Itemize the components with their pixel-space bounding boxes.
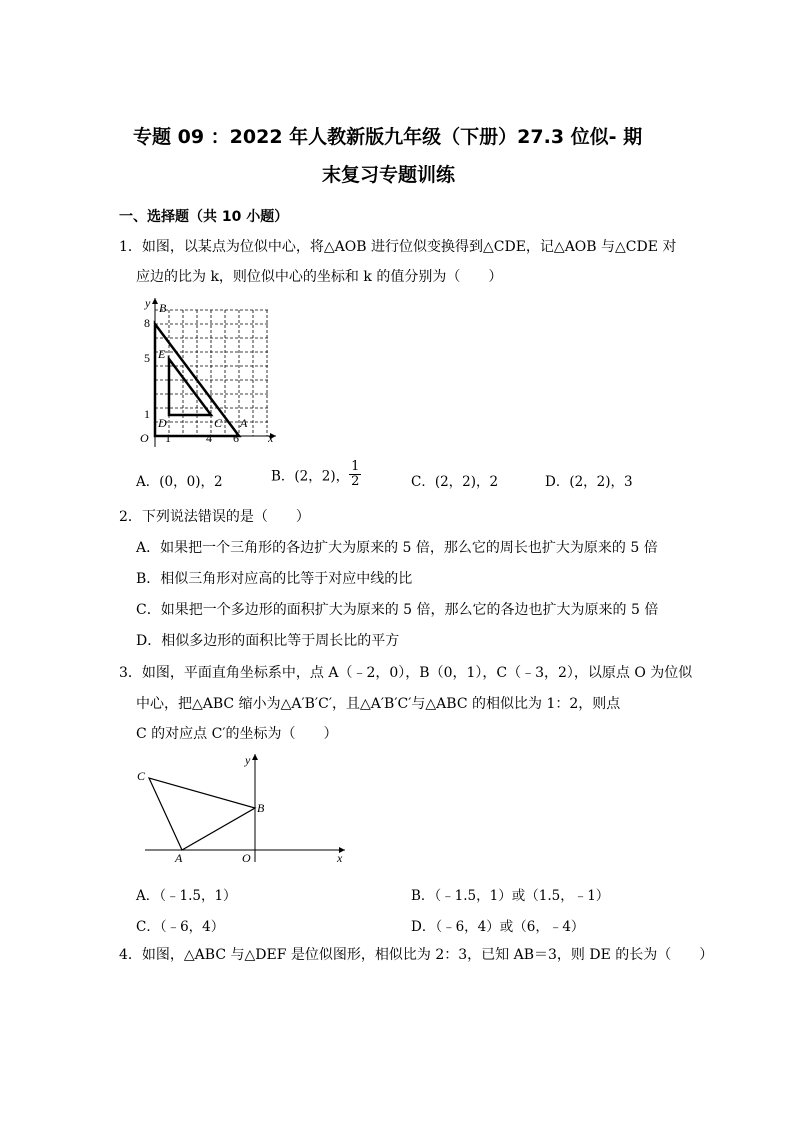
q1-option-b: [271, 460, 361, 489]
q1-option-c: C．(2，2)，2: [411, 474, 499, 490]
q3-stem-line2: 中心，把△ABC 缩小为△A′B′C′，且△A′B′C′与△ABC 的相似比为 1：2，则点: [136, 696, 621, 712]
q1-y-arrow: [152, 298, 158, 304]
q4-stem-line1: 4．如图，△ABC 与△DEF 是位似图形，相似比为 2：3，已知 AB＝3，则 DE 的长为（ ）: [119, 947, 714, 963]
q1-y-tick-5: 5: [144, 351, 150, 365]
q3-stem-line3: C 的对应点 C′的坐标为（ ）: [136, 726, 338, 742]
q3-point-B: B: [257, 801, 265, 815]
q1-point-B: B: [159, 301, 167, 315]
q3-point-A: A: [175, 851, 183, 865]
q1-option-d: D．(2，2)，3: [545, 474, 633, 490]
q1-point-E: E: [158, 347, 166, 361]
q1-y-tick-1: 1: [144, 407, 150, 421]
q3-axis-y-label: y: [245, 753, 251, 767]
q1-axis-x-label: x: [268, 431, 274, 445]
q2-stem: 2．下列说法错误的是（ ）: [119, 509, 310, 525]
q1-x-tick-6: 6: [233, 431, 239, 445]
fraction-denominator: 2: [351, 474, 360, 489]
q3-origin-label: O: [242, 851, 251, 865]
q1-option-b-prefix: B．(2，2)，: [271, 468, 350, 485]
q1-x-tick-1: 1: [165, 431, 171, 445]
q1-option-b-fraction: [349, 460, 361, 489]
q2-option-c: C．如果把一个多边形的面积扩大为原来的 5 倍，那么它的各边也扩大为原来的 5 倍: [136, 602, 659, 618]
q3-option-c: C．（﹣6，4）: [136, 919, 225, 935]
q2-option-a: A．如果把一个三角形的各边扩大为原来的 5 倍，那么它的周长也扩大为原来的 5 倍: [136, 540, 658, 556]
q3-y-arrow: [252, 754, 258, 760]
q3-option-b: B．（﹣1.5，1）或（1.5，﹣1）: [411, 888, 610, 904]
q1-x-tick-4: 4: [206, 431, 212, 445]
q1-point-C: C: [214, 416, 223, 430]
q1-point-A: A: [240, 416, 248, 430]
q3-axis-x-label: x: [337, 851, 343, 865]
q1-option-a: A．(0，0)，2: [136, 474, 223, 490]
q2-option-d: D．相似多边形的面积比等于周长比的平方: [136, 633, 400, 649]
q1-axis-y-label: y: [145, 296, 151, 310]
q2-option-b: B．相似三角形对应高的比等于对应中线的比: [136, 571, 413, 587]
q1-point-D: D: [158, 416, 167, 430]
section-heading: 一、选择题（共 10 小题）: [119, 209, 289, 225]
q1-origin-label: O: [140, 431, 149, 445]
q3-stem-line1: 3．如图，平面直角坐标系中，点 A（﹣2，0），B（0，1），C（﹣3，2），以原点 O 为位似: [119, 665, 693, 681]
page-title-line1: 专题 09 ：2022 年人教新版九年级（下册）27.3 位似- 期: [133, 126, 643, 148]
q3-option-d: D．（﹣6，4）或（6，﹣4）: [411, 919, 585, 935]
q3-triangle-ABC: [149, 778, 255, 850]
q3-option-a: A．（﹣1.5，1）: [136, 888, 237, 904]
q1-stem-line1: 1．如图，以某点为位似中心，将△AOB 进行位似变换得到△CDE，记△AOB 与△CDE 对: [119, 239, 677, 255]
fraction-numerator: 1: [351, 459, 360, 474]
page-title-line2: 末复习专题训练: [322, 164, 456, 186]
q3-point-C: C: [137, 769, 146, 783]
q1-grid: [155, 310, 270, 436]
q3-figure: [135, 750, 350, 865]
q1-y-tick-8: 8: [144, 316, 150, 330]
q1-triangle-CDE: [169, 359, 211, 415]
q1-figure: [136, 295, 281, 450]
q1-stem-line2: 应边的比为 k，则位似中心的坐标和 k 的值分别为（ ）: [136, 269, 503, 285]
